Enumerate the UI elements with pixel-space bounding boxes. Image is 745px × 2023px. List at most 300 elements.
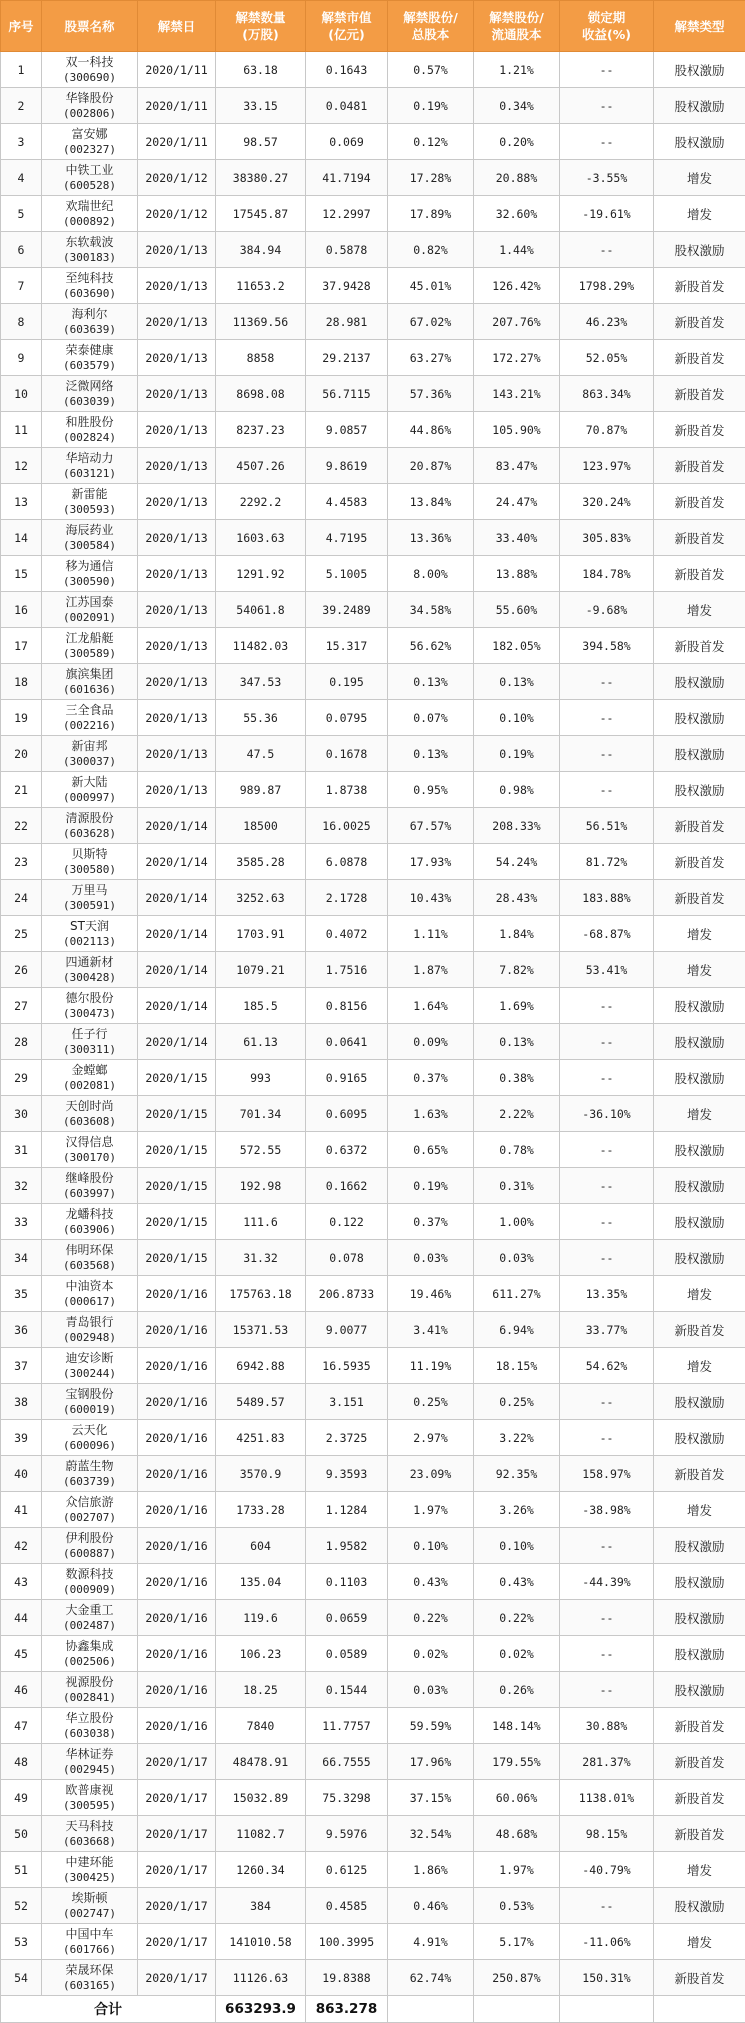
stock-code: (002327) bbox=[42, 142, 137, 158]
total-quantity: 663293.9 bbox=[216, 1996, 306, 2023]
cell-release-type: 股权激励 bbox=[654, 1060, 745, 1096]
cell-lock-return: -- bbox=[560, 232, 654, 268]
cell-ratio-total: 10.43% bbox=[388, 880, 474, 916]
cell-release-quantity: 1733.28 bbox=[216, 1492, 306, 1528]
cell-index: 8 bbox=[1, 304, 42, 340]
stock-name: 华锋股份 bbox=[42, 90, 137, 106]
cell-index: 15 bbox=[1, 556, 42, 592]
cell-release-value: 0.1662 bbox=[306, 1168, 388, 1204]
cell-release-type: 股权激励 bbox=[654, 1600, 745, 1636]
stock-code: (603628) bbox=[42, 826, 137, 842]
cell-lock-return: 305.83% bbox=[560, 520, 654, 556]
cell-lock-return: -- bbox=[560, 1600, 654, 1636]
cell-release-type: 新股首发 bbox=[654, 1960, 745, 1996]
stock-name: 移为通信 bbox=[42, 558, 137, 574]
cell-stock bbox=[42, 1276, 138, 1312]
cell-release-quantity: 111.6 bbox=[216, 1204, 306, 1240]
cell-index: 13 bbox=[1, 484, 42, 520]
cell-index: 12 bbox=[1, 448, 42, 484]
cell-stock bbox=[42, 1096, 138, 1132]
cell-index: 4 bbox=[1, 160, 42, 196]
cell-release-type: 股权激励 bbox=[654, 988, 745, 1024]
stock-name: 华立股份 bbox=[42, 1710, 137, 1726]
cell-ratio-float: 0.31% bbox=[474, 1168, 560, 1204]
cell-index: 37 bbox=[1, 1348, 42, 1384]
cell-stock bbox=[42, 628, 138, 664]
cell-lock-return: -- bbox=[560, 1528, 654, 1564]
cell-release-type: 增发 bbox=[654, 1924, 745, 1960]
cell-release-date: 2020/1/14 bbox=[138, 844, 216, 880]
cell-stock bbox=[42, 1636, 138, 1672]
stock-code: (603997) bbox=[42, 1186, 137, 1202]
table-body bbox=[1, 52, 745, 1996]
cell-release-type: 增发 bbox=[654, 1492, 745, 1528]
cell-release-type: 股权激励 bbox=[654, 1564, 745, 1600]
cell-release-value: 0.1643 bbox=[306, 52, 388, 88]
cell-ratio-total: 1.64% bbox=[388, 988, 474, 1024]
cell-ratio-float: 182.05% bbox=[474, 628, 560, 664]
cell-ratio-total: 0.25% bbox=[388, 1384, 474, 1420]
header-label-line: (亿元) bbox=[306, 26, 387, 43]
cell-release-date: 2020/1/14 bbox=[138, 1024, 216, 1060]
cell-lock-return: 320.24% bbox=[560, 484, 654, 520]
stock-name: 新雷能 bbox=[42, 486, 137, 502]
cell-release-value: 0.0481 bbox=[306, 88, 388, 124]
table-row bbox=[1, 1384, 745, 1420]
cell-release-value: 0.069 bbox=[306, 124, 388, 160]
cell-stock bbox=[42, 1420, 138, 1456]
header-row bbox=[1, 1, 745, 52]
cell-index: 35 bbox=[1, 1276, 42, 1312]
stock-code: (002945) bbox=[42, 1762, 137, 1778]
stock-code: (000997) bbox=[42, 790, 137, 806]
cell-release-value: 2.1728 bbox=[306, 880, 388, 916]
stock-name: 德尔股份 bbox=[42, 990, 137, 1006]
cell-stock bbox=[42, 1816, 138, 1852]
cell-stock bbox=[42, 952, 138, 988]
cell-ratio-total: 11.19% bbox=[388, 1348, 474, 1384]
cell-ratio-total: 0.02% bbox=[388, 1636, 474, 1672]
cell-ratio-total: 34.58% bbox=[388, 592, 474, 628]
stock-name: 江苏国泰 bbox=[42, 594, 137, 610]
table-row bbox=[1, 412, 745, 448]
cell-ratio-total: 2.97% bbox=[388, 1420, 474, 1456]
cell-ratio-total: 0.37% bbox=[388, 1060, 474, 1096]
cell-release-quantity: 6942.88 bbox=[216, 1348, 306, 1384]
cell-release-type: 股权激励 bbox=[654, 772, 745, 808]
cell-release-value: 9.8619 bbox=[306, 448, 388, 484]
cell-lock-return: -19.61% bbox=[560, 196, 654, 232]
cell-lock-return: -36.10% bbox=[560, 1096, 654, 1132]
cell-ratio-float: 126.42% bbox=[474, 268, 560, 304]
stock-code: (002806) bbox=[42, 106, 137, 122]
cell-index: 48 bbox=[1, 1744, 42, 1780]
cell-ratio-total: 0.46% bbox=[388, 1888, 474, 1924]
stock-name: 中油资本 bbox=[42, 1278, 137, 1294]
cell-release-type: 增发 bbox=[654, 160, 745, 196]
cell-release-date: 2020/1/15 bbox=[138, 1096, 216, 1132]
cell-index: 47 bbox=[1, 1708, 42, 1744]
cell-index: 45 bbox=[1, 1636, 42, 1672]
cell-release-quantity: 135.04 bbox=[216, 1564, 306, 1600]
cell-ratio-total: 8.00% bbox=[388, 556, 474, 592]
table-row bbox=[1, 88, 745, 124]
cell-release-type: 股权激励 bbox=[654, 1240, 745, 1276]
cell-release-quantity: 2292.2 bbox=[216, 484, 306, 520]
stock-name: 东软载波 bbox=[42, 234, 137, 250]
cell-ratio-total: 0.12% bbox=[388, 124, 474, 160]
cell-release-value: 29.2137 bbox=[306, 340, 388, 376]
header-release-quantity bbox=[216, 1, 306, 52]
stock-code: (300037) bbox=[42, 754, 137, 770]
table-row bbox=[1, 160, 745, 196]
cell-release-quantity: 993 bbox=[216, 1060, 306, 1096]
cell-ratio-float: 143.21% bbox=[474, 376, 560, 412]
cell-release-date: 2020/1/17 bbox=[138, 1960, 216, 1996]
cell-ratio-total: 0.43% bbox=[388, 1564, 474, 1600]
cell-stock bbox=[42, 1348, 138, 1384]
header-label-line: (万股) bbox=[216, 26, 305, 43]
cell-release-value: 1.9582 bbox=[306, 1528, 388, 1564]
table-row bbox=[1, 268, 745, 304]
cell-release-quantity: 701.34 bbox=[216, 1096, 306, 1132]
cell-stock bbox=[42, 52, 138, 88]
cell-release-value: 9.0077 bbox=[306, 1312, 388, 1348]
table-row bbox=[1, 1888, 745, 1924]
cell-release-type: 增发 bbox=[654, 1276, 745, 1312]
table-row bbox=[1, 196, 745, 232]
stock-code: (300244) bbox=[42, 1366, 137, 1382]
cell-release-value: 9.0857 bbox=[306, 412, 388, 448]
cell-release-date: 2020/1/17 bbox=[138, 1888, 216, 1924]
cell-release-type: 股权激励 bbox=[654, 88, 745, 124]
cell-lock-return: -9.68% bbox=[560, 592, 654, 628]
table-row bbox=[1, 52, 745, 88]
cell-ratio-float: 611.27% bbox=[474, 1276, 560, 1312]
cell-index: 10 bbox=[1, 376, 42, 412]
cell-lock-return: 1798.29% bbox=[560, 268, 654, 304]
cell-release-type: 股权激励 bbox=[654, 1024, 745, 1060]
cell-lock-return: -- bbox=[560, 1672, 654, 1708]
stock-code: (300183) bbox=[42, 250, 137, 266]
table-row bbox=[1, 1096, 745, 1132]
stock-code: (002948) bbox=[42, 1330, 137, 1346]
cell-index: 14 bbox=[1, 520, 42, 556]
cell-lock-return: -- bbox=[560, 988, 654, 1024]
stock-name: 万里马 bbox=[42, 882, 137, 898]
cell-release-value: 0.078 bbox=[306, 1240, 388, 1276]
cell-stock bbox=[42, 880, 138, 916]
cell-ratio-total: 23.09% bbox=[388, 1456, 474, 1492]
stock-name: ST天润 bbox=[42, 918, 137, 934]
stock-name: 华林证券 bbox=[42, 1746, 137, 1762]
cell-release-date: 2020/1/17 bbox=[138, 1744, 216, 1780]
cell-index: 41 bbox=[1, 1492, 42, 1528]
stock-name: 视源股份 bbox=[42, 1674, 137, 1690]
table-row bbox=[1, 1312, 745, 1348]
stock-name: 欢瑞世纪 bbox=[42, 198, 137, 214]
cell-lock-return: 281.37% bbox=[560, 1744, 654, 1780]
stock-name: 天马科技 bbox=[42, 1818, 137, 1834]
cell-ratio-float: 1.00% bbox=[474, 1204, 560, 1240]
cell-release-type: 增发 bbox=[654, 952, 745, 988]
table-row bbox=[1, 1600, 745, 1636]
header-label-line: 解禁股份/ bbox=[388, 9, 473, 26]
cell-release-date: 2020/1/13 bbox=[138, 556, 216, 592]
cell-ratio-total: 4.91% bbox=[388, 1924, 474, 1960]
cell-stock bbox=[42, 1744, 138, 1780]
cell-release-date: 2020/1/17 bbox=[138, 1780, 216, 1816]
stock-name: 青岛银行 bbox=[42, 1314, 137, 1330]
stock-code: (300473) bbox=[42, 1006, 137, 1022]
stock-name: 贝斯特 bbox=[42, 846, 137, 862]
cell-ratio-float: 0.98% bbox=[474, 772, 560, 808]
cell-release-date: 2020/1/16 bbox=[138, 1492, 216, 1528]
cell-stock bbox=[42, 664, 138, 700]
stock-code: (000617) bbox=[42, 1294, 137, 1310]
cell-release-value: 0.195 bbox=[306, 664, 388, 700]
cell-index: 33 bbox=[1, 1204, 42, 1240]
cell-release-value: 1.8738 bbox=[306, 772, 388, 808]
stock-name: 金螳螂 bbox=[42, 1062, 137, 1078]
cell-release-date: 2020/1/15 bbox=[138, 1060, 216, 1096]
stock-name: 海辰药业 bbox=[42, 522, 137, 538]
header-label-line: 股票名称 bbox=[42, 18, 137, 35]
stock-name: 旗滨集团 bbox=[42, 666, 137, 682]
cell-lock-return: -40.79% bbox=[560, 1852, 654, 1888]
cell-stock bbox=[42, 1960, 138, 1996]
cell-stock bbox=[42, 88, 138, 124]
cell-release-quantity: 384.94 bbox=[216, 232, 306, 268]
cell-ratio-total: 0.57% bbox=[388, 52, 474, 88]
cell-release-type: 新股首发 bbox=[654, 808, 745, 844]
cell-release-value: 19.8388 bbox=[306, 1960, 388, 1996]
cell-release-date: 2020/1/11 bbox=[138, 124, 216, 160]
cell-release-quantity: 98.57 bbox=[216, 124, 306, 160]
header-label-line: 锁定期 bbox=[560, 9, 653, 26]
stock-name: 埃斯顿 bbox=[42, 1890, 137, 1906]
cell-index: 31 bbox=[1, 1132, 42, 1168]
stock-code: (601636) bbox=[42, 682, 137, 698]
table-row bbox=[1, 1672, 745, 1708]
stock-code: (300580) bbox=[42, 862, 137, 878]
cell-release-date: 2020/1/13 bbox=[138, 664, 216, 700]
cell-ratio-total: 44.86% bbox=[388, 412, 474, 448]
cell-ratio-total: 0.03% bbox=[388, 1240, 474, 1276]
cell-ratio-total: 0.19% bbox=[388, 1168, 474, 1204]
cell-ratio-total: 17.93% bbox=[388, 844, 474, 880]
cell-index: 11 bbox=[1, 412, 42, 448]
cell-release-value: 0.9165 bbox=[306, 1060, 388, 1096]
cell-release-type: 增发 bbox=[654, 196, 745, 232]
stock-name: 数源科技 bbox=[42, 1566, 137, 1582]
stock-code: (300584) bbox=[42, 538, 137, 554]
stock-code: (300593) bbox=[42, 502, 137, 518]
header-label-line: 解禁日 bbox=[138, 18, 215, 35]
cell-stock bbox=[42, 1168, 138, 1204]
cell-release-value: 0.0659 bbox=[306, 1600, 388, 1636]
stock-name: 富安娜 bbox=[42, 126, 137, 142]
cell-stock bbox=[42, 844, 138, 880]
cell-release-value: 9.3593 bbox=[306, 1456, 388, 1492]
cell-release-type: 股权激励 bbox=[654, 52, 745, 88]
stock-code: (002113) bbox=[42, 934, 137, 950]
cell-lock-return: -38.98% bbox=[560, 1492, 654, 1528]
cell-release-quantity: 15032.89 bbox=[216, 1780, 306, 1816]
stock-code: (603906) bbox=[42, 1222, 137, 1238]
cell-ratio-total: 0.13% bbox=[388, 736, 474, 772]
total-empty-cell bbox=[654, 1996, 745, 2023]
cell-ratio-float: 0.25% bbox=[474, 1384, 560, 1420]
cell-ratio-float: 5.17% bbox=[474, 1924, 560, 1960]
header-label-line: 解禁类型 bbox=[654, 18, 745, 35]
stock-name: 和胜股份 bbox=[42, 414, 137, 430]
stock-name: 华培动力 bbox=[42, 450, 137, 466]
cell-stock bbox=[42, 304, 138, 340]
stock-name: 协鑫集成 bbox=[42, 1638, 137, 1654]
cell-index: 43 bbox=[1, 1564, 42, 1600]
cell-release-value: 0.6372 bbox=[306, 1132, 388, 1168]
stock-name: 清源股份 bbox=[42, 810, 137, 826]
cell-stock bbox=[42, 1852, 138, 1888]
cell-index: 40 bbox=[1, 1456, 42, 1492]
cell-ratio-float: 24.47% bbox=[474, 484, 560, 520]
cell-ratio-total: 62.74% bbox=[388, 1960, 474, 1996]
cell-stock bbox=[42, 916, 138, 952]
cell-release-type: 新股首发 bbox=[654, 304, 745, 340]
cell-stock bbox=[42, 124, 138, 160]
cell-index: 26 bbox=[1, 952, 42, 988]
header-lock-return bbox=[560, 1, 654, 52]
cell-ratio-total: 56.62% bbox=[388, 628, 474, 664]
cell-release-value: 0.1103 bbox=[306, 1564, 388, 1600]
stock-code: (603639) bbox=[42, 322, 137, 338]
cell-release-type: 增发 bbox=[654, 592, 745, 628]
cell-index: 23 bbox=[1, 844, 42, 880]
cell-ratio-total: 0.82% bbox=[388, 232, 474, 268]
cell-ratio-total: 1.97% bbox=[388, 1492, 474, 1528]
cell-ratio-total: 1.63% bbox=[388, 1096, 474, 1132]
cell-index: 20 bbox=[1, 736, 42, 772]
cell-release-value: 11.7757 bbox=[306, 1708, 388, 1744]
cell-index: 18 bbox=[1, 664, 42, 700]
cell-release-value: 15.317 bbox=[306, 628, 388, 664]
cell-release-value: 0.4585 bbox=[306, 1888, 388, 1924]
cell-release-quantity: 192.98 bbox=[216, 1168, 306, 1204]
cell-lock-return: 158.97% bbox=[560, 1456, 654, 1492]
cell-ratio-float: 60.06% bbox=[474, 1780, 560, 1816]
cell-ratio-total: 0.13% bbox=[388, 664, 474, 700]
cell-release-value: 0.6125 bbox=[306, 1852, 388, 1888]
cell-index: 34 bbox=[1, 1240, 42, 1276]
cell-release-date: 2020/1/13 bbox=[138, 628, 216, 664]
cell-release-date: 2020/1/11 bbox=[138, 52, 216, 88]
header-label-line: 解禁市值 bbox=[306, 9, 387, 26]
cell-release-type: 增发 bbox=[654, 1348, 745, 1384]
cell-lock-return: -- bbox=[560, 124, 654, 160]
header-index bbox=[1, 1, 42, 52]
cell-lock-return: -- bbox=[560, 88, 654, 124]
cell-release-quantity: 38380.27 bbox=[216, 160, 306, 196]
cell-release-type: 股权激励 bbox=[654, 124, 745, 160]
cell-lock-return: -- bbox=[560, 1024, 654, 1060]
stock-name: 大金重工 bbox=[42, 1602, 137, 1618]
cell-ratio-total: 13.84% bbox=[388, 484, 474, 520]
cell-release-type: 新股首发 bbox=[654, 628, 745, 664]
table-row bbox=[1, 1348, 745, 1384]
cell-release-type: 股权激励 bbox=[654, 1420, 745, 1456]
cell-release-quantity: 18.25 bbox=[216, 1672, 306, 1708]
cell-release-date: 2020/1/17 bbox=[138, 1924, 216, 1960]
cell-release-value: 4.7195 bbox=[306, 520, 388, 556]
cell-ratio-total: 3.41% bbox=[388, 1312, 474, 1348]
cell-release-date: 2020/1/16 bbox=[138, 1708, 216, 1744]
cell-ratio-float: 0.13% bbox=[474, 664, 560, 700]
cell-stock bbox=[42, 1528, 138, 1564]
cell-release-value: 6.0878 bbox=[306, 844, 388, 880]
cell-release-value: 100.3995 bbox=[306, 1924, 388, 1960]
stock-code: (603668) bbox=[42, 1834, 137, 1850]
stock-name: 欧普康视 bbox=[42, 1782, 137, 1798]
cell-stock bbox=[42, 1024, 138, 1060]
cell-release-value: 0.0589 bbox=[306, 1636, 388, 1672]
cell-ratio-float: 7.82% bbox=[474, 952, 560, 988]
cell-lock-return: 150.31% bbox=[560, 1960, 654, 1996]
cell-stock bbox=[42, 1384, 138, 1420]
cell-ratio-float: 172.27% bbox=[474, 340, 560, 376]
cell-release-date: 2020/1/16 bbox=[138, 1600, 216, 1636]
table-row bbox=[1, 556, 745, 592]
cell-release-quantity: 55.36 bbox=[216, 700, 306, 736]
cell-release-date: 2020/1/13 bbox=[138, 232, 216, 268]
cell-index: 21 bbox=[1, 772, 42, 808]
table-row bbox=[1, 1132, 745, 1168]
cell-release-quantity: 604 bbox=[216, 1528, 306, 1564]
cell-release-quantity: 61.13 bbox=[216, 1024, 306, 1060]
cell-release-type: 股权激励 bbox=[654, 232, 745, 268]
cell-lock-return: 98.15% bbox=[560, 1816, 654, 1852]
table-row bbox=[1, 1420, 745, 1456]
cell-lock-return: 30.88% bbox=[560, 1708, 654, 1744]
cell-release-value: 16.0025 bbox=[306, 808, 388, 844]
stock-code: (600019) bbox=[42, 1402, 137, 1418]
stock-code: (300591) bbox=[42, 898, 137, 914]
cell-ratio-float: 1.44% bbox=[474, 232, 560, 268]
cell-index: 50 bbox=[1, 1816, 42, 1852]
table-row bbox=[1, 1960, 745, 1996]
cell-index: 39 bbox=[1, 1420, 42, 1456]
cell-release-quantity: 7840 bbox=[216, 1708, 306, 1744]
cell-release-type: 新股首发 bbox=[654, 1816, 745, 1852]
cell-release-date: 2020/1/16 bbox=[138, 1384, 216, 1420]
cell-ratio-float: 1.97% bbox=[474, 1852, 560, 1888]
table-row bbox=[1, 1240, 745, 1276]
cell-ratio-float: 13.88% bbox=[474, 556, 560, 592]
cell-release-date: 2020/1/13 bbox=[138, 412, 216, 448]
cell-release-value: 2.3725 bbox=[306, 1420, 388, 1456]
cell-index: 54 bbox=[1, 1960, 42, 1996]
cell-lock-return: 46.23% bbox=[560, 304, 654, 340]
cell-stock bbox=[42, 448, 138, 484]
cell-release-date: 2020/1/13 bbox=[138, 484, 216, 520]
total-empty-cell bbox=[560, 1996, 654, 2023]
stock-code: (600887) bbox=[42, 1546, 137, 1562]
cell-ratio-float: 0.19% bbox=[474, 736, 560, 772]
table-row bbox=[1, 772, 745, 808]
total-empty-cell bbox=[474, 1996, 560, 2023]
cell-release-quantity: 3252.63 bbox=[216, 880, 306, 916]
stock-name: 继峰股份 bbox=[42, 1170, 137, 1186]
